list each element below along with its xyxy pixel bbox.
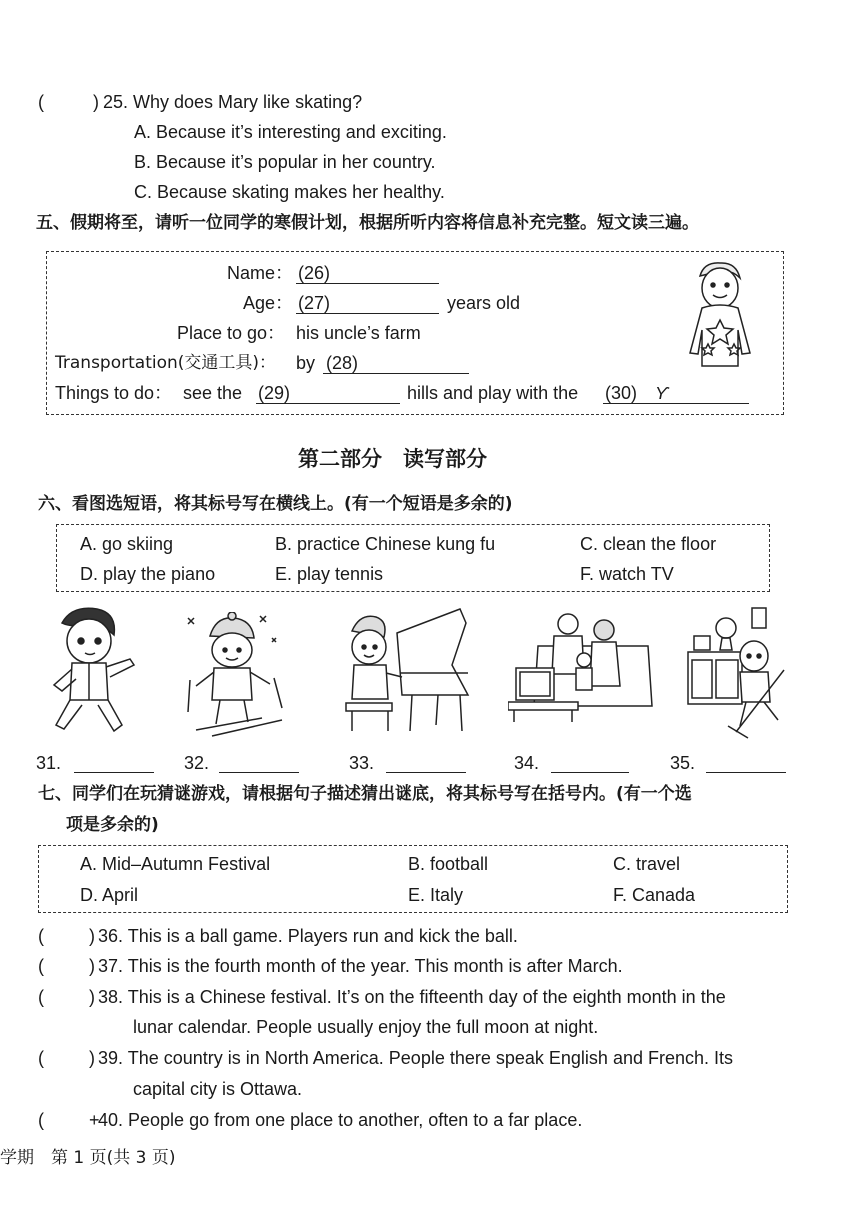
section7-title-line2: 项是多余的) — [66, 815, 159, 835]
transport-label: Transportation(交通工具)： — [55, 353, 277, 373]
skiing-boy-illustration — [182, 612, 294, 742]
place-value: his uncle’s farm — [296, 323, 421, 343]
answer-33-line[interactable] — [386, 772, 466, 773]
section6-title: 六、看图选短语，将其标号写在横线上。(有一个短语是多余的) — [38, 494, 513, 514]
page-footer: 学期 第 1 页(共 3 页) — [0, 1148, 176, 1168]
section5-title: 五、假期将至，请听一位同学的寒假计划，根据所听内容将信息补充完整。短文读三遍。 — [36, 213, 699, 233]
q38-text-line2: lunar calendar. People usually enjoy the full moon at night. — [133, 1017, 599, 1037]
name-blank-number: (26) — [298, 263, 331, 283]
things-label: Things to do： — [55, 383, 173, 403]
things-mid: hills and play with the — [407, 383, 579, 403]
things-handwritten-mark: ϒ — [655, 383, 668, 403]
s7-option-c: C. travel — [613, 854, 681, 874]
q40-open-paren[interactable]: ( — [38, 1110, 44, 1130]
answer-32-label: 32. — [184, 753, 210, 773]
q37-close-paren: ) — [89, 956, 95, 976]
kung-fu-boy-illustration — [42, 605, 147, 740]
s7-option-f: F. Canada — [613, 885, 696, 905]
q36-text: 36. This is a ball game. Players run and kick the ball. — [98, 926, 518, 946]
answer-35-label: 35. — [670, 753, 696, 773]
answer-33-label: 33. — [349, 753, 375, 773]
s7-option-b: B. football — [408, 854, 489, 874]
s6-option-e: E. play tennis — [275, 564, 384, 584]
q36-open-paren[interactable]: ( — [38, 926, 44, 946]
cleaning-boy-illustration — [684, 604, 789, 742]
q25-close-paren: ) — [93, 92, 99, 112]
answer-32-line[interactable] — [219, 772, 299, 773]
place-label: Place to go： — [177, 323, 286, 343]
s7-option-e: E. Italy — [408, 885, 464, 905]
q36-close-paren: ) — [89, 926, 95, 946]
transport-blank-number: (28) — [326, 353, 359, 373]
q39-text-line2: capital city is Ottawa. — [133, 1079, 303, 1099]
boy-sweater-illustration — [680, 258, 758, 373]
transport-answer-line[interactable] — [323, 373, 469, 374]
q39-open-paren[interactable]: ( — [38, 1048, 44, 1068]
q25-option-a: A. Because it’s interesting and exciting. — [134, 122, 447, 142]
answer-31-line[interactable] — [74, 772, 154, 773]
q25-open-paren: ( — [38, 92, 44, 112]
section7-title-line1: 七、同学们在玩猜谜游戏，请根据句子描述猜出谜底，将其标号写在括号内。(有一个选 — [38, 784, 692, 804]
answer-34-line[interactable] — [551, 772, 629, 773]
answer-35-line[interactable] — [706, 772, 786, 773]
q39-text-line1: 39. The country is in North America. People there speak English and French. Its — [98, 1048, 734, 1068]
q25-stem: 25. Why does Mary like skating? — [103, 92, 363, 112]
things-blank1-number: (29) — [258, 383, 291, 403]
s6-option-f: F. watch TV — [580, 564, 674, 584]
age-label: Age： — [243, 293, 294, 313]
q40-text: 40. People go from one place to another, often to a far place. — [98, 1110, 583, 1130]
things-blank2-number: (30) — [605, 383, 638, 403]
part2-title: 第二部分 读写部分 — [298, 447, 487, 471]
things-pre: see the — [183, 383, 243, 403]
things-answer-line-2[interactable] — [603, 403, 749, 404]
s6-option-a: A. go skiing — [80, 534, 174, 554]
piano-boy-illustration — [342, 603, 470, 741]
q38-open-paren[interactable]: ( — [38, 987, 44, 1007]
q37-text: 37. This is the fourth month of the year. This month is after March. — [98, 956, 623, 976]
q40-handwritten-mark: + — [89, 1110, 100, 1130]
age-suffix: years old — [447, 293, 521, 313]
s7-option-a: A. Mid–Autumn Festival — [80, 854, 271, 874]
things-answer-line-1[interactable] — [256, 403, 400, 404]
q25-option-b: B. Because it’s popular in her country. — [134, 152, 436, 172]
age-blank-number: (27) — [298, 293, 331, 313]
q38-close-paren: ) — [89, 987, 95, 1007]
age-answer-line[interactable] — [296, 313, 439, 314]
s6-option-d: D. play the piano — [80, 564, 216, 584]
family-watching-tv-illustration — [508, 610, 654, 725]
name-label: Name： — [227, 263, 294, 283]
s6-option-b: B. practice Chinese kung fu — [275, 534, 496, 554]
name-answer-line[interactable] — [296, 283, 439, 284]
answer-31-label: 31. — [36, 753, 62, 773]
q38-text-line1: 38. This is a Chinese festival. It’s on the fifteenth day of the eighth month in the — [98, 987, 726, 1007]
transport-prefix: by — [296, 353, 316, 373]
q37-open-paren[interactable]: ( — [38, 956, 44, 976]
s6-option-c: C. clean the floor — [580, 534, 717, 554]
s7-option-d: D. April — [80, 885, 139, 905]
q39-close-paren: ) — [89, 1048, 95, 1068]
q25-option-c: C. Because skating makes her healthy. — [134, 182, 445, 202]
answer-34-label: 34. — [514, 753, 540, 773]
